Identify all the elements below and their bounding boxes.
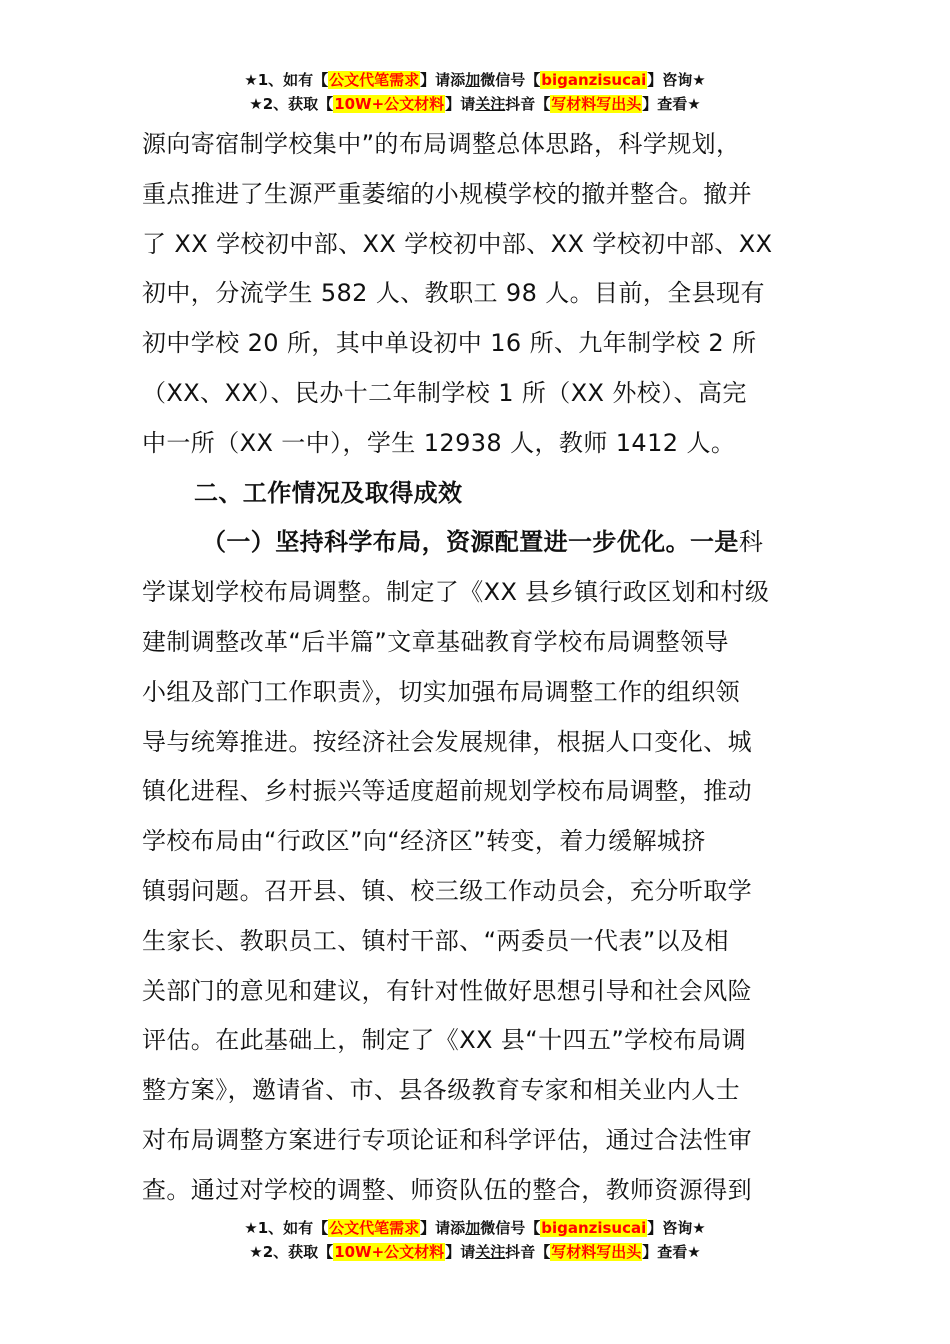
body-line: 关部门的意见和建议，有针对性做好思想引导和社会风险 xyxy=(142,976,752,1005)
banner-row-1 xyxy=(0,68,950,92)
banner-text: 】请 xyxy=(445,1243,476,1261)
banner-highlight: 10W+公文材料 xyxy=(334,95,445,113)
subsection-heading: （一）坚持科学布局，资源配置进一步优化。一是 xyxy=(202,528,739,557)
banner-text: 】查看★ xyxy=(642,95,701,113)
banner-text: ★2、获取【 xyxy=(249,1243,334,1261)
banner-highlight: 写材料写出头 xyxy=(551,95,642,113)
banner-text: ★1、如有【 xyxy=(244,71,329,89)
banner-underline: 关注 xyxy=(475,1243,506,1261)
section-heading: 二、工作情况及取得成效 xyxy=(194,478,463,507)
banner-highlight: biganzisucai xyxy=(541,71,647,89)
banner-underline: 关注 xyxy=(475,95,506,113)
document-body xyxy=(142,120,812,1216)
body-line: 初中，分流学生 582 人、教职工 98 人。目前，全县现有 xyxy=(142,279,765,308)
footer-banner xyxy=(0,1216,950,1264)
body-line: 镇化进程、乡村振兴等适度超前规划学校布局调整，推动 xyxy=(142,777,752,806)
banner-row-2 xyxy=(0,1240,950,1264)
banner-highlight: biganzisucai xyxy=(541,1219,647,1237)
banner-text: 微信号【 xyxy=(480,71,541,89)
body-line: 对布局调整方案进行专项论证和科学评估，通过合法性审 xyxy=(142,1125,752,1154)
header-banner xyxy=(0,68,950,116)
body-line: 整方案》，邀请省、市、县各级教育专家和相关业内人士 xyxy=(142,1076,740,1105)
body-line: 初中学校 20 所，其中单设初中 16 所、九年制学校 2 所 xyxy=(142,329,757,358)
body-line: 重点推进了生源严重萎缩的小规模学校的撤并整合。撤并 xyxy=(142,179,752,208)
banner-underline: 加 xyxy=(465,71,481,89)
body-line: 源向寄宿制学校集中”的布局调整总体思路，科学规划， xyxy=(142,130,741,158)
body-line: 建制调整改革“后半篇”文章基础教育学校布局调整领导 xyxy=(142,627,729,656)
body-line: 小组及部门工作职责》，切实加强布局调整工作的组织领 xyxy=(142,677,740,706)
body-line: （XX、XX）、民办十二年制学校 1 所（XX 外校）、高完 xyxy=(142,378,747,407)
banner-text: 】请 xyxy=(445,95,476,113)
banner-highlight: 公文代笔需求 xyxy=(329,71,420,89)
body-line: 生家长、教职员工、镇村干部、“两委员一代表”以及相 xyxy=(142,926,729,955)
banner-underline: 加 xyxy=(465,1219,481,1237)
body-line: 镇弱问题。召开县、镇、校三级工作动员会，充分听取学 xyxy=(142,876,752,905)
banner-text: 】查看★ xyxy=(642,1243,701,1261)
body-text: 科 xyxy=(738,528,764,557)
banner-text: ★2、获取【 xyxy=(249,95,334,113)
banner-highlight: 写材料写出头 xyxy=(551,1243,642,1261)
banner-text: 抖音【 xyxy=(505,95,551,113)
banner-text: 微信号【 xyxy=(480,1219,541,1237)
banner-row-1 xyxy=(0,1216,950,1240)
subsection-line xyxy=(142,518,812,568)
banner-text: 】请添 xyxy=(420,1219,466,1237)
body-line: 了 XX 学校初中部、XX 学校初中部、XX 学校初中部、XX xyxy=(142,229,773,258)
body-line: 中一所（XX 一中），学生 12938 人，教师 1412 人。 xyxy=(142,428,736,457)
banner-highlight: 公文代笔需求 xyxy=(329,1219,420,1237)
banner-text: 】咨询★ xyxy=(647,1219,706,1237)
body-line: 导与统筹推进。按经济社会发展规律，根据人口变化、城 xyxy=(142,727,752,756)
banner-text: 抖音【 xyxy=(505,1243,551,1261)
banner-text: 】请添 xyxy=(420,71,466,89)
body-line: 学校布局由“行政区”向“经济区”转变，着力缓解城挤 xyxy=(142,827,706,856)
banner-row-2 xyxy=(0,92,950,116)
banner-text: ★1、如有【 xyxy=(244,1219,329,1237)
body-line: 评估。在此基础上，制定了《XX 县“十四五”学校布局调 xyxy=(142,1026,747,1055)
body-line: 学谋划学校布局调整。制定了《XX 县乡镇行政区划和村级 xyxy=(142,578,770,607)
body-line: 查。通过对学校的调整、师资队伍的整合，教师资源得到 xyxy=(142,1175,752,1204)
banner-highlight: 10W+公文材料 xyxy=(334,1243,445,1261)
banner-text: 】咨询★ xyxy=(647,71,706,89)
